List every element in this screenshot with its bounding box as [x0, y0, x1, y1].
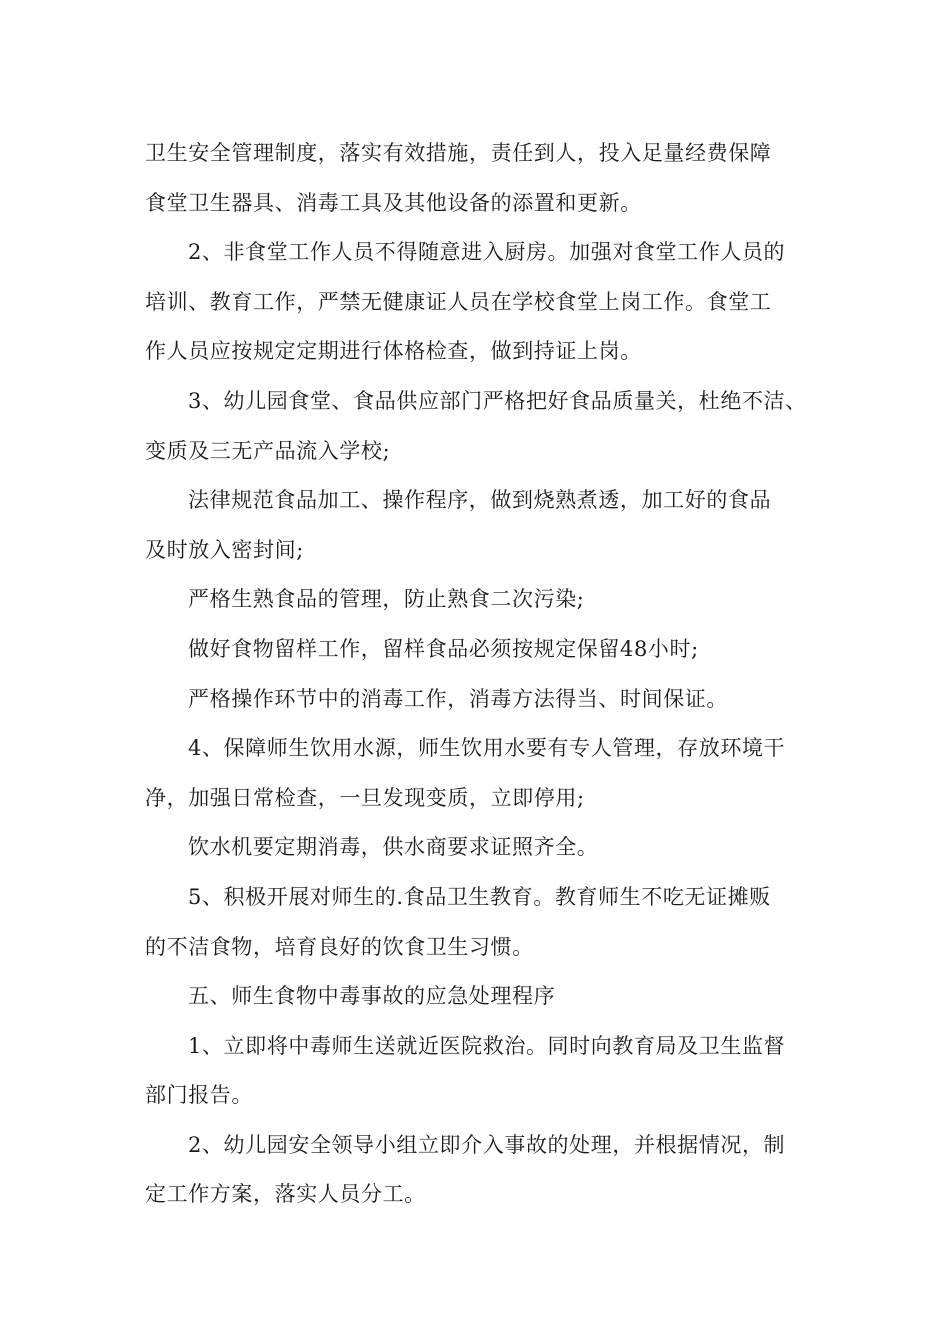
text-line: 2、幼儿园安全领导小组立即介入事故的处理，并根据情况，制: [188, 1132, 786, 1157]
text-line: 3、幼儿园食堂、食品供应部门严格把好食品质量关，杜绝不洁、: [188, 388, 807, 413]
text-line: 食堂卫生器具、消毒工具及其他设备的添置和更新。: [145, 190, 642, 215]
document-body: [145, 129, 817, 1220]
text-line: 及时放入密封间;: [145, 537, 304, 562]
text-line: 作人员应按规定定期进行体格检查，做到持证上岗。: [145, 339, 642, 364]
text-line: 2、非食堂工作人员不得随意进入厨房。加强对食堂工作人员的: [188, 240, 786, 265]
text-line: 做好食物留样工作，留样食品必须按规定保留48小时;: [188, 636, 699, 661]
text-line: 定工作方案，落实人员分工。: [145, 1182, 426, 1207]
text-line: 卫生安全管理制度，落实有效措施，责任到人，投入足量经费保障: [145, 141, 772, 165]
text-line: 5、积极开展对师生的.食品卫生教育。教育师生不吃无证摊贩: [188, 884, 771, 909]
text-line: 部门报告。: [145, 1083, 253, 1108]
text-line: 培训、教育工作，严禁无健康证人员在学校食堂上岗工作。食堂工: [145, 289, 772, 314]
text-line: 严格操作环节中的消毒工作，消毒方法得当、时间保证。: [188, 686, 728, 711]
section-heading: 五、师生食物中毒事故的应急处理程序: [188, 984, 556, 1009]
text-line: 的不洁食物，培育良好的饮食卫生习惯。: [145, 934, 534, 959]
text-line: 1、立即将中毒师生送就近医院救治。同时向教育局及卫生监督: [188, 1033, 786, 1058]
text-line: 净，加强日常检查，一旦发现变质，立即停用;: [145, 785, 585, 810]
text-line: 变质及三无产品流入学校;: [145, 438, 391, 463]
text-line: 严格生熟食品的管理，防止熟食二次污染;: [188, 587, 585, 612]
text-line: 饮水机要定期消毒，供水商要求证照齐全。: [188, 835, 599, 860]
text-line: 法律规范食品加工、操作程序，做到烧熟煮透，加工好的食品: [188, 488, 772, 513]
text-line: 4、保障师生饮用水源，师生饮用水要有专人管理，存放环境干: [188, 736, 786, 761]
